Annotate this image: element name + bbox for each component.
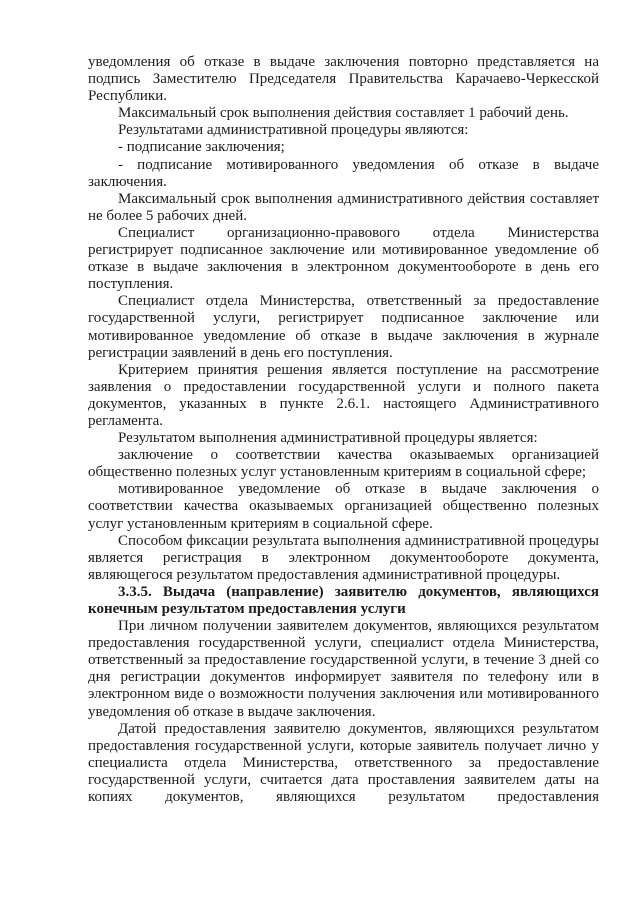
section-heading-3-3-5: 3.3.5. Выдача (направление) заявителю документов, являющихся конечным результатом предоставления услуги [88, 583, 599, 617]
paragraph-continuation: уведомления об отказе в выдаче заключения повторно представляется на подпись Заместителю Председателя Правительства Карачаево-Черкесской Республики. [88, 54, 599, 105]
paragraph-deadline-5-days: Максимальный срок выполнения административного действия составляет не более 5 рабочих дней. [88, 190, 599, 224]
paragraph-legal-department-registration: Специалист организационно-правового отдела Министерства регистрирует подписанное заключение или мотивированное уведомление об отказе в выдаче заключения в электронном документообороте в день его поступления. [88, 224, 599, 293]
list-item-signing-conclusion: - подписание заключения; [118, 139, 285, 156]
paragraph-decision-criterion: Критерием принятия решения является поступление на рассмотрение заявления о предоставлении государственной услуги и полного пакета документов, указанных в пункте 2.6.1. настоящего Административного регламента. [88, 361, 599, 429]
paragraph-results-intro: Результатами административной процедуры являются: [118, 122, 469, 139]
paragraph-date-of-provision: Датой предоставления заявителю документов, являющихся результатом предоставления государственной услуги, которые заявитель получает лично у специалиста отдела Министерства, ответственного за предоставление государственной услуги, считается дата проставления заявителем даты на копиях документов, являющихся результатом предоставления [88, 720, 599, 806]
document-body [88, 54, 599, 806]
list-item-signing-refusal: - подписание мотивированного уведомления об отказе в выдаче заключения. [88, 156, 599, 190]
paragraph-result-refusal: мотивированное уведомление об отказе в выдаче заключения о соответствии качества оказываемых организацией общественно полезных услуг установленным критериям в социальной сфере. [88, 481, 599, 532]
paragraph-deadline-1-day: Максимальный срок выполнения действия составляет 1 рабочий день. [118, 105, 569, 122]
paragraph-result-conclusion: заключение о соответствии качества оказываемых организацией общественно полезных услуг установленным критериям в социальной сфере; [88, 447, 599, 481]
paragraph-journal-registration: Специалист отдела Министерства, ответственный за предоставление государственной услуги, регистрирует подписанное заключение или мотивированное уведомление об отказе в выдаче заключения в журнале регистрации заявлений в день его поступления. [88, 293, 599, 361]
paragraph-procedure-result-intro: Результатом выполнения административной процедуры является: [118, 430, 538, 447]
paragraph-fixation-method: Способом фиксации результата выполнения административной процедуры является регистрация в электронном документообороте документа, являющегося результатом предоставления административной процедуры. [88, 532, 599, 583]
paragraph-personal-receipt: При личном получении заявителем документов, являющихся результатом предоставления государственной услуги, специалист отдела Министерства, ответственный за предоставление государственной услуги, в течение 3 дней со дня регистрации документов информирует заявителя по телефону или в электронном виде о возможности получения заключения или мотивированного уведомления об отказе в выдаче заключения. [88, 618, 599, 720]
